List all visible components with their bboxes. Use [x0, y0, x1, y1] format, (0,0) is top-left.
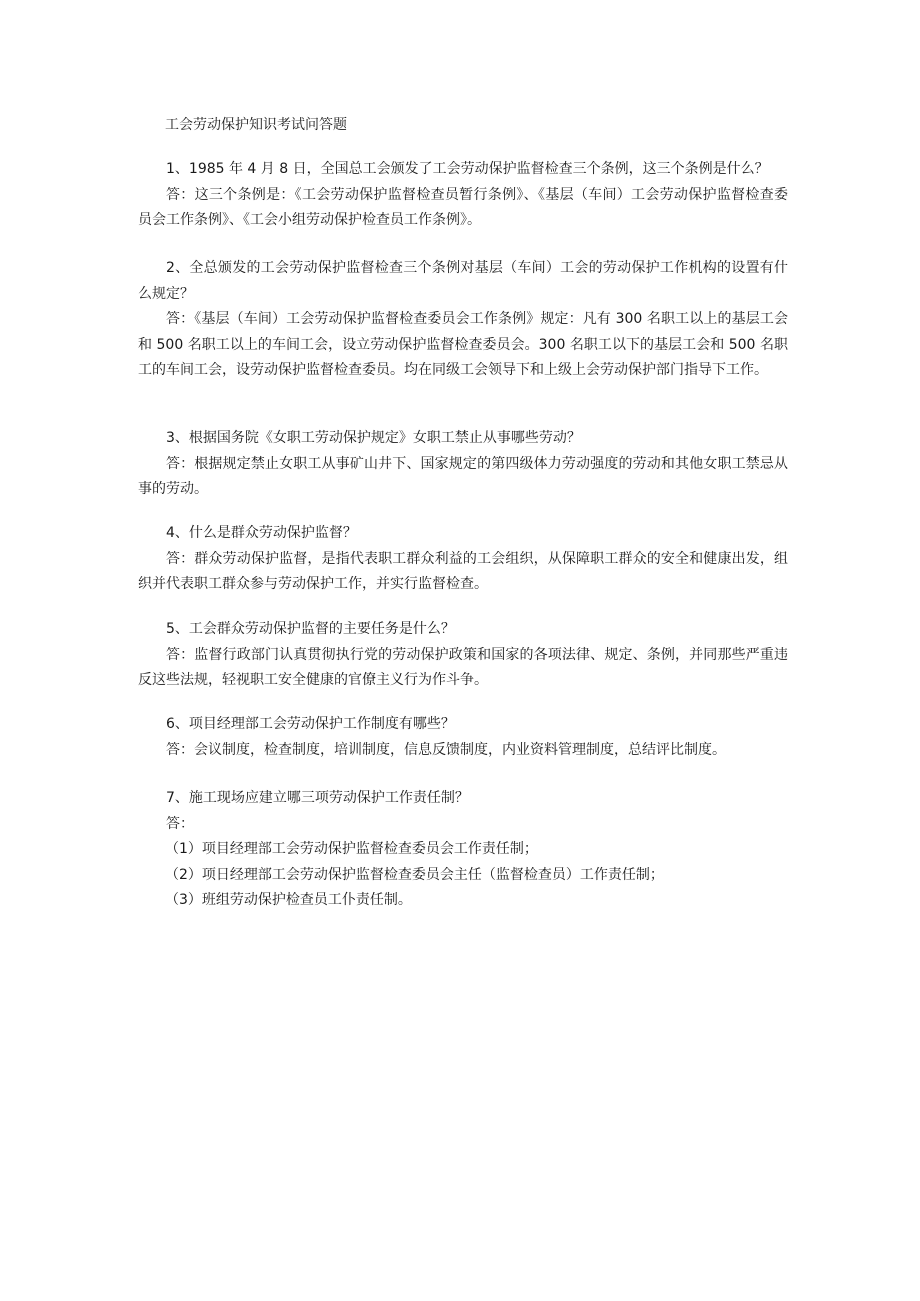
- question-4: 4、什么是群众劳动保护监督？: [166, 525, 357, 541]
- qa-block-1: [138, 157, 788, 234]
- answer-2: 答：《基层（车间）工会劳动保护监督检查委员会工作条例》规定：凡有 300 名职工以上的基层工会和 500 名职工以上的车间工会，设立劳动保护监督检查委员会。300 名职工以下的基层工会和 500 名职工的车间工会，设劳动保护监督检查委员。均在同级工会领导下和上级上会劳动保护部门指导下工作。: [138, 311, 788, 378]
- question-3: 3、根据国务院《女职工劳动保护规定》女职工禁止从事哪些劳动？: [166, 430, 581, 446]
- question-6: 6、项目经理部工会劳动保护工作制度有哪些？: [166, 716, 455, 732]
- qa-block-5: [138, 617, 788, 694]
- question-1: 1、1985 年 4 月 8 日，全国总工会颁发了工会劳动保护监督检查三个条例，这三个条例是什么？: [166, 161, 769, 177]
- list-item: （3）班组劳动保护检查员工仆责任制。: [165, 892, 412, 908]
- qa-block-2: [138, 256, 788, 384]
- answer-3: 答：根据规定禁止女职工从事矿山井下、国家规定的第四级体力劳动强度的劳动和其他女职工禁忌从事的劳动。: [138, 455, 788, 497]
- qa-block-3: [138, 426, 788, 503]
- answer-6: 答：会议制度，检查制度，培训制度，信息反馈制度，内业资料管理制度，总结评比制度。: [166, 741, 726, 758]
- list-item: （1）项目经理部工会劳动保护监督检查委员会工作责任制；: [165, 841, 538, 857]
- answer-1: 答：这三个条例是：《工会劳动保护监督检查员暂行条例》、《基层（车间）工会劳动保护监督检查委员会工作条例》、《工会小组劳动保护检查员工作条例》。: [138, 186, 788, 228]
- qa-block-7: [138, 786, 788, 914]
- question-2: 2、全总颁发的工会劳动保护监督检查三个条例对基层（车间）工会的劳动保护工作机构的设置有什么规定？: [138, 260, 788, 302]
- document-title: 工会劳动保护知识考试问答题: [165, 117, 347, 133]
- answer-7: 答：: [166, 815, 194, 832]
- qa-block-4: [138, 521, 788, 598]
- answer-5: 答：监督行政部门认真贯彻执行党的劳动保护政策和国家的各项法律、规定、条例，并同那些严重违反这些法规，轻视职工安全健康的官僚主义行为作斗争。: [138, 646, 788, 688]
- qa-block-6: [138, 712, 788, 763]
- question-5: 5、工会群众劳动保护监督的主要任务是什么？: [166, 621, 455, 637]
- answer-4: 答：群众劳动保护监督，是指代表职工群众利益的工会组织，从保障职工群众的安全和健康出发，组织并代表职工群众参与劳动保护工作，并实行监督检查。: [138, 550, 788, 592]
- list-item: （2）项日经理部工会劳动保护监督检查委员会主任（监督检查员）工作责任制；: [165, 866, 664, 883]
- question-7: 7、施工现场应建立哪三项劳动保护工作责任制？: [166, 790, 469, 806]
